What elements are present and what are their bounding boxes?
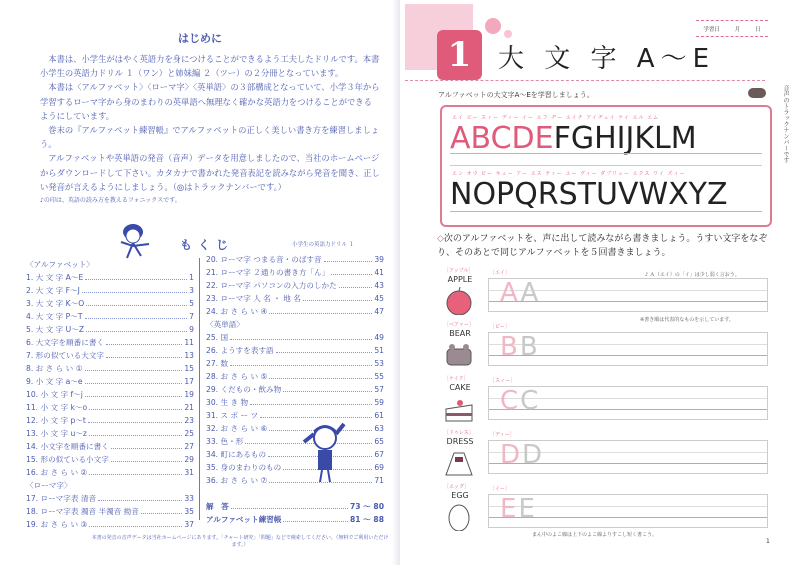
trace-letter: AA: [500, 278, 541, 308]
toc-entry: [26, 323, 194, 336]
leader-dots: [269, 305, 372, 314]
intro-paragraph: アルファベットや英単語の発音（音声）データを用意しましたので、当社のホームページからダウンロードして下さい。カタカナで書かれた発音表記を読みながら発音を聞き、正しい発音が言えるようにしましょう。（◎はトラックナンバーです。）: [40, 153, 380, 192]
toc-entry-title: 33. 色・形: [206, 437, 244, 446]
toc-entry-page: 33: [184, 494, 194, 503]
leader-dots: [106, 336, 182, 345]
highlighted-letters: ABCDE: [450, 121, 554, 156]
toc-footnote: 本書の発音の音声データは当社ホームページにあります。「チャート研究」「問題」などで検索してください。（無料でご利用いただけます。）: [91, 535, 389, 548]
alphabet-row-1: [450, 122, 697, 156]
leader-dots: [324, 253, 373, 262]
toc-entry-title: 14. 小文字を順番に書く: [26, 442, 109, 451]
letter-pronunciation: ［イー］: [490, 486, 511, 492]
egg-illustration: [444, 503, 474, 531]
toc-entry-title: 6. 大文字を順番に書く: [26, 338, 105, 347]
apple-illustration: [444, 287, 474, 315]
toc-entry: [206, 279, 384, 292]
toc-entry-page: 51: [374, 346, 384, 355]
lesson-title: 大 文 字 A～E: [498, 44, 716, 74]
study-date-box: [696, 20, 768, 37]
cake-illustration: [444, 395, 474, 423]
leader-dots: [89, 401, 182, 410]
toc-entry-title: 32. お さ ら い ⑥: [206, 424, 268, 433]
leader-dots: [88, 414, 182, 423]
intro-note: ♪の印は、英語の読み方を教えるフォニックスです。: [40, 197, 181, 205]
note-a: ♪ Ａ（エイ）の「イ」は少し弱く言おう。: [645, 272, 740, 278]
toc-entry: [26, 505, 194, 518]
toc-entry-page: 41: [374, 268, 384, 277]
toc-entry-page: 65: [374, 437, 384, 446]
leader-dots: [230, 357, 372, 366]
toc-entry: [206, 331, 384, 344]
letter-pronunciation: ［ディー］: [490, 432, 515, 438]
toc-entry-page: 25: [184, 429, 194, 438]
leader-dots: [89, 518, 182, 527]
toc-entry-title: アルファベット練習帳: [206, 515, 282, 524]
exercise-row: [438, 484, 773, 538]
word-label: BEAR: [449, 329, 471, 338]
row2-pronunciation: エン オウ ピー キュー アー エス ティー ユー ヴィー ダブリュー エクス ワイ ズィー: [452, 171, 686, 177]
toc-entry-title: 19. お さ ら い ③: [26, 520, 88, 529]
toc-entry-page: 73 ～ 80: [349, 502, 384, 511]
toc-entry-page: 45: [374, 294, 384, 303]
trace-letter: CC: [500, 386, 541, 416]
toc-entry-title: 13. 小 文 字 u～z: [26, 429, 87, 438]
right-page: [400, 0, 800, 565]
alphabet-row-2: NOPQRSTUVWXYZ: [450, 177, 728, 212]
toc-entry-page: 17: [184, 377, 194, 386]
toc-section-heading: [206, 318, 384, 331]
toc-entry-page: 5: [189, 299, 194, 308]
trace-letter: BB: [500, 332, 540, 362]
month-label: 月: [734, 26, 741, 33]
word-pronunciation: ［ベアァー］: [444, 322, 474, 328]
leader-dots: [260, 409, 372, 418]
toc-entry-page: 19: [184, 390, 194, 399]
dress-illustration: [444, 449, 474, 477]
toc-section-label: 〈アルファベット〉: [26, 260, 94, 269]
toc-entry: [206, 448, 384, 461]
leader-dots: [276, 344, 373, 353]
boy-character-illustration: [115, 222, 160, 262]
toc-entry-title: 4. 大 文 字 P～T: [26, 312, 83, 321]
toc-entry-title: 26. ようすを表す語: [206, 346, 274, 355]
toc-entry-page: 21: [184, 403, 194, 412]
toc-entry: [26, 414, 194, 427]
leader-dots: [89, 466, 182, 475]
toc-entry-page: 23: [184, 416, 194, 425]
toc-entry-page: 9: [189, 325, 194, 334]
toc-entry-page: 49: [374, 333, 384, 342]
toc-entry-page: 29: [184, 455, 194, 464]
toc-entry-title: 7. 形の似ている大文字: [26, 351, 105, 360]
toc-entry-page: 47: [374, 307, 384, 316]
stroke-order-note: ※書き順は代表的なものを示しています。: [640, 317, 734, 323]
leader-dots: [111, 440, 182, 449]
intro-paragraph: 本書は〈アルファベット〉〈ローマ字〉〈英単語〉の３部構成となっていて、小学３年から学習するローマ字から身のまわりの英単語へ無理なく確かな英語力をつけることができるようにしています。: [40, 82, 380, 121]
toc-entry-title: 30. 生 き 物: [206, 398, 249, 407]
alphabet-box: [440, 105, 772, 227]
instruction-2-text: 次のアルファベットを、声に出して読みながら書きましょう。うすい文字をなぞり、そのあとで同じアルファベットを５回書きましょう。: [437, 234, 768, 258]
toc-entry-page: 3: [189, 286, 194, 295]
leader-dots: [85, 375, 183, 384]
toc-column-2: [206, 253, 384, 526]
toc-entry-page: 27: [184, 442, 194, 451]
leader-dots: [106, 349, 182, 358]
leader-dots: [269, 370, 372, 379]
exercise-row: [438, 376, 773, 430]
toc-entry-title: 23. ローマ字 人 名 ・ 地 名: [206, 294, 301, 303]
word-label: DRESS: [446, 437, 474, 446]
toc-entry: [26, 466, 194, 479]
toc-entry-page: 11: [184, 338, 194, 347]
word-label: APPLE: [447, 275, 473, 284]
toc-entry: [26, 362, 194, 375]
toc-entry: [206, 357, 384, 370]
toc-entry-page: 55: [374, 372, 384, 381]
toc-entry-title: 11. 小 文 字 k～o: [26, 403, 88, 412]
toc-entry-title: 24. お さ ら い ④: [206, 307, 268, 316]
toc-entry-page: 31: [184, 468, 194, 477]
toc-entry: [206, 292, 384, 305]
letter-pronunciation: ［エイ］: [490, 270, 511, 276]
toc-entry: [26, 492, 194, 505]
leader-dots: [85, 388, 182, 397]
diamond-icon: ◇: [437, 234, 444, 244]
toc-spacer: [206, 487, 384, 500]
toc-entry-page: 59: [374, 398, 384, 407]
leader-dots: [331, 266, 372, 275]
toc-entry: [206, 474, 384, 487]
word-label: EGG: [451, 491, 469, 500]
leader-dots: [111, 453, 182, 462]
leader-dots: [231, 500, 348, 509]
word-pronunciation: ［アップル］: [444, 268, 474, 274]
intro-paragraph: 本書は、小学生がはやく英語力を身につけることができるよう工夫したドリルです。本書 小学生の英語力ドリル １（ワン）と姉妹編 ２（ツー）の２分冊となっています。: [40, 54, 380, 79]
toc-entry-title: 1. 大 文 字 A～E: [26, 273, 84, 282]
guide-line: [450, 211, 762, 212]
leader-dots: [86, 323, 187, 332]
toc-entry: [26, 349, 194, 362]
toc-section-label: 〈英単語〉: [206, 320, 244, 329]
toc-entry: [206, 305, 384, 318]
toc-entry: [206, 461, 384, 474]
toc-entry-title: 解 答: [206, 502, 229, 511]
toc-entry-page: 7: [189, 312, 194, 321]
toc-title: もくじ: [180, 238, 235, 252]
track-number-note: 音声のトラックナンバーです: [782, 85, 789, 163]
toc-entry: [206, 383, 384, 396]
word-pronunciation: ［ドゥレス］: [444, 430, 474, 436]
toc-entry-title: 22. ローマ字 パソコンの入力のしかた: [206, 281, 337, 290]
row1-pronunciation: エイ ビー スィー ディー イー エフ ヂー エイチ アイヂェイ ケイ エル エム: [452, 115, 660, 121]
toc-entry: [26, 453, 194, 466]
toc-section-heading: [26, 479, 194, 492]
instruction-1: アルファベットの大文字A～Eを学習しましょう。: [438, 91, 594, 99]
guide-line: [450, 153, 762, 154]
toc-entry: [26, 284, 194, 297]
decorative-dot: [485, 18, 501, 34]
leader-dots: [250, 396, 372, 405]
toc-entry: [26, 440, 194, 453]
toc-column-1: [26, 258, 194, 531]
toc-entry-title: 15. 形の似ている小文字: [26, 455, 109, 464]
toc-entry-page: 81 ～ 88: [349, 515, 384, 524]
study-date-label: 学習日: [703, 26, 720, 33]
toc-entry: [206, 500, 384, 513]
leader-dots: [141, 505, 182, 514]
toc-entry-title: 2. 大 文 字 F～J: [26, 286, 80, 295]
guide-line: [450, 165, 762, 166]
toc-entry-page: 13: [184, 351, 194, 360]
toc-entry: [26, 297, 194, 310]
toc-entry: [26, 271, 194, 284]
toc-entry-title: 18. ローマ字表 濁音 半濁音 拗音: [26, 507, 139, 516]
toc-entry: [206, 409, 384, 422]
toc-entry-title: 29. くだもの・飲み物: [206, 385, 282, 394]
leader-dots: [85, 271, 187, 280]
dashed-divider: [405, 80, 765, 81]
bear-illustration: [444, 341, 474, 369]
toc-divider: [199, 258, 200, 520]
toc-subtitle: 小学生の英語力ドリル １: [292, 242, 355, 248]
toc-entry-page: 69: [374, 463, 384, 472]
leader-dots: [339, 279, 373, 288]
page-number: 1: [766, 538, 770, 545]
intro-paragraph: 巻末の『アルファベット練習帳』でアルファベットの正しく美しい書き方を練習しましょう。: [40, 125, 380, 150]
toc-entry-page: 37: [184, 520, 194, 529]
toc-entry-page: 63: [374, 424, 384, 433]
word-pronunciation: ［エッグ］: [444, 484, 470, 490]
leader-dots: [86, 297, 187, 306]
toc-entry-title: 3. 大 文 字 K～O: [26, 299, 85, 308]
toc-entry: [26, 388, 194, 401]
toc-entry-title: 35. 身のまわりのもの: [206, 463, 282, 472]
toc-entry-title: 9. 小 文 字 a～e: [26, 377, 83, 386]
note-e: まん中のよこ線は上下のよこ線よりすこし短く書こう。: [532, 532, 658, 538]
toc-entry: [206, 422, 384, 435]
toc-entry: [26, 310, 194, 323]
toc-entry: [206, 370, 384, 383]
toc-entry-title: 21. ローマ字 ２通りの書き方「ん」: [206, 268, 330, 277]
trace-letter: EE: [500, 494, 537, 524]
instruction-2: [437, 232, 782, 260]
toc-entry: [206, 266, 384, 279]
toc-entry-title: 17. ローマ字表 清音: [26, 494, 97, 503]
leader-dots: [98, 492, 182, 501]
intro-text: [40, 52, 380, 208]
leader-dots: [283, 513, 347, 522]
toc-entry-title: 10. 小 文 字 f～j: [26, 390, 83, 399]
leader-dots: [303, 292, 372, 301]
word-pronunciation: ［ケイク］: [444, 376, 469, 382]
toc-entry-title: 31. ス ポ ー ツ: [206, 411, 259, 420]
toc-entry-page: 43: [374, 281, 384, 290]
intro-title: はじめに: [178, 32, 222, 45]
day-label: 日: [755, 26, 761, 33]
toc-entry-title: 36. お さ ら い ⑦: [206, 476, 268, 485]
toc-entry-page: 53: [374, 359, 384, 368]
toc-entry-page: 1: [189, 273, 194, 282]
toc-entry-title: 8. お さ ら い ①: [26, 364, 83, 373]
letter-pronunciation: ［スィー］: [490, 378, 516, 384]
toc-entry-page: 71: [374, 476, 384, 485]
toc-entry: [26, 401, 194, 414]
toc-entry-title: 34. 町にあるもの: [206, 450, 267, 459]
decorative-dot: [504, 30, 512, 38]
toc-entry: [26, 518, 194, 531]
letter-pronunciation: ［ビー］: [490, 324, 510, 330]
toc-entry-page: 35: [184, 507, 194, 516]
toc-entry-page: 15: [184, 364, 194, 373]
toc-entry-page: 61: [374, 411, 384, 420]
toc-entry-title: 28. お さ ら い ⑤: [206, 372, 268, 381]
remaining-letters: FGHIJKLM: [553, 121, 697, 156]
toc-entry-title: 5. 大 文 字 U～Z: [26, 325, 85, 334]
toc-entry: [206, 253, 384, 266]
toc-entry-title: 12. 小 文 字 p～t: [26, 416, 86, 425]
exercise-row: [438, 322, 773, 376]
leader-dots: [85, 310, 188, 319]
toc-entry: [206, 513, 384, 526]
toc-entry-page: 57: [374, 385, 384, 394]
toc-entry: [26, 375, 194, 388]
exercise-row: [438, 430, 773, 484]
leader-dots: [283, 383, 372, 392]
toc-entry: [206, 344, 384, 357]
toc-entry-title: 16. お さ ら い ②: [26, 468, 88, 477]
leader-dots: [82, 284, 187, 293]
toc-entry-title: 25. 国: [206, 333, 229, 342]
leader-dots: [85, 362, 183, 371]
toc-entry-title: 27. 数: [206, 359, 229, 368]
toc-entry: [26, 336, 194, 349]
toc-entry-page: 39: [374, 255, 384, 264]
headphones-icon: [748, 88, 766, 98]
leader-dots: [89, 427, 182, 436]
girl-character-illustration: [300, 420, 350, 485]
toc-section-heading: [26, 258, 194, 271]
toc-entry: [206, 435, 384, 448]
lesson-number-badge: 1: [437, 30, 482, 80]
toc-entry-page: 67: [374, 450, 384, 459]
toc-entry: [206, 396, 384, 409]
toc-entry-title: 20. ローマ字 つまる音・のばす音: [206, 255, 322, 264]
toc-section-label: 〈ローマ字〉: [26, 481, 72, 490]
leader-dots: [230, 331, 372, 340]
trace-letter: DD: [500, 440, 545, 470]
toc-entry: [26, 427, 194, 440]
word-label: CAKE: [449, 383, 471, 392]
